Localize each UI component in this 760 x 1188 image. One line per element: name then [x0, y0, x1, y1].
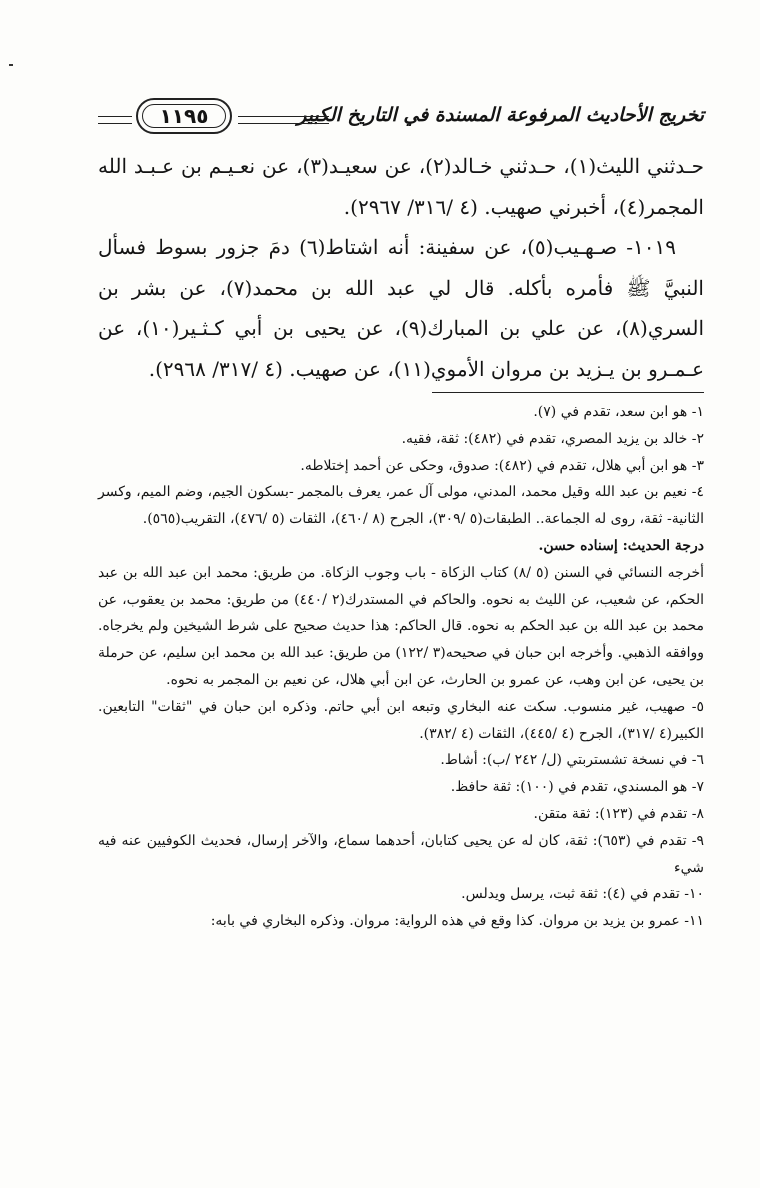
main-paragraph-1: حـدثني الليث(١)، حـدثني خـالد(٢)، عن سعيـد(٣)، عن نعـيـم بن عـبـد الله المجمر(٤)، أخبرني صهيب. (٤ /٣١٦/ ٢٩٦٧). [98, 154, 705, 219]
takhrij-paragraph: أخرجه النسائي في السنن (٥ /٨) كتاب الزكاة - باب وجوب الزكاة. من طريق: محمد ابن عبد الله بن عبد الحكم، عن شعيب، عن الليث به نحوه. والحاكم في المستدرك(٢ /٤٤٠) من طريق: محمد بن يعقوب، عن محمد بن عبد الله بن عبد الحكم به نحوه. قال الحاكم: هذا حديث صحيح على شرط الشيخين ولم يخرجاه. ووافقه الذهبي. وأخرجه ابن حبان في صحيحه(٣ /١٢٢) من طريق: عبد الله بن محمد ابن سليم، عن حرملة بن يحيى، عن ابن وهب، عن عمرو بن الحارث، عن ابن أبي هلال، عن نعيم بن المجمر به نحوه. [98, 564, 705, 688]
page-number: ١١٩٥ [159, 104, 209, 128]
main-text [98, 146, 704, 389]
footnote-5: ٥- صهيب، غير منسوب. سكت عنه البخاري وتبعه ابن أبي حاتم. وذكره ابن حبان في "ثقات" التابعين. الكبير(٤ /٣١٧)، الجرح (٤ /٤٤٥)، الثقات (٤ /٣٨٢). [98, 698, 704, 742]
footnote-8: ٨- تقدم في (١٢٣): ثقة متقن. [533, 805, 704, 822]
running-title: تخريج الأحاديث المرفوعة المسندة في التاريخ الكبير [297, 104, 704, 126]
header-rule-short [98, 116, 132, 124]
footnote-9: ٩- تقدم في (٦٥٣): ثقة، كان له عن يحيى كتابان، أحدهما سماع، والآخر إرسال، فحديث الكوفيين عنه فيه شيء [98, 832, 704, 876]
footnote-1: ١- هو ابن سعد، تقدم في (٧). [533, 404, 704, 420]
page-speck [9, 64, 13, 66]
footnote-11: ١١- عمرو بن يزيد بن مروان. كذا وقع في هذه الرواية: مروان. وذكره البخاري في بابه: [210, 913, 704, 930]
footnote-4: ٤- نعيم بن عبد الله وقيل محمد، المدني، مولى آل عمر، يعرف بالمجمر -بسكون الجيم، وضم الميم، وكسر الثانية- ثقة، روى له الجماعة.. الطبقات(٥ /٣٠٩)، الجرح (٨ /٤٦٠)، الثقات (٥ /٤٧٦)، التقريب(٥٦٥). [98, 484, 704, 528]
footnote-separator [432, 392, 704, 393]
footnote-2: ٢- خالد بن يزيد المصري، تقدم في (٤٨٢): ثقة، فقيه. [401, 430, 704, 447]
page-number-badge [136, 98, 232, 134]
footnote-7: ٧- هو المسندي، تقدم في (١٠٠): ثقة حافظ. [450, 779, 704, 796]
header-rule-long [238, 116, 329, 124]
footnote-10: ١٠- تقدم في (٤): ثقة ثبت، يرسل ويدلس. [461, 886, 704, 903]
hadith-grade: درجة الحديث: إسناده حسن. [538, 537, 704, 554]
footnote-3: ٣- هو ابن أبي هلال، تقدم في (٤٨٢): صدوق، وحكى عن أحمد إختلاطه. [300, 457, 704, 474]
hadith-1019: ١٠١٩- صـهـيب(٥)، عن سفينة: أنه اشتاط(٦) دمَ جزور بسوط فسأل النبيَّ ﷺ فأمره بأكله. قال لي عبد الله بن محمد(٧)، عن بشر بن السري(٨)، عن علي بن المبارك(٩)، عن يحيى بن أبي كـثـير(١٠)، عن عـمـرو بن يـزيد بن مروان الأموي(١١)، عن صهيب. (٤ /٣١٧/ ٢٩٦٨). [98, 235, 704, 381]
page-header [98, 96, 704, 140]
footnotes [98, 399, 704, 935]
footnote-6: ٦- في نسخة تشستربتي (ل/ ٢٤٢ /ب): أشاط. [440, 752, 704, 769]
